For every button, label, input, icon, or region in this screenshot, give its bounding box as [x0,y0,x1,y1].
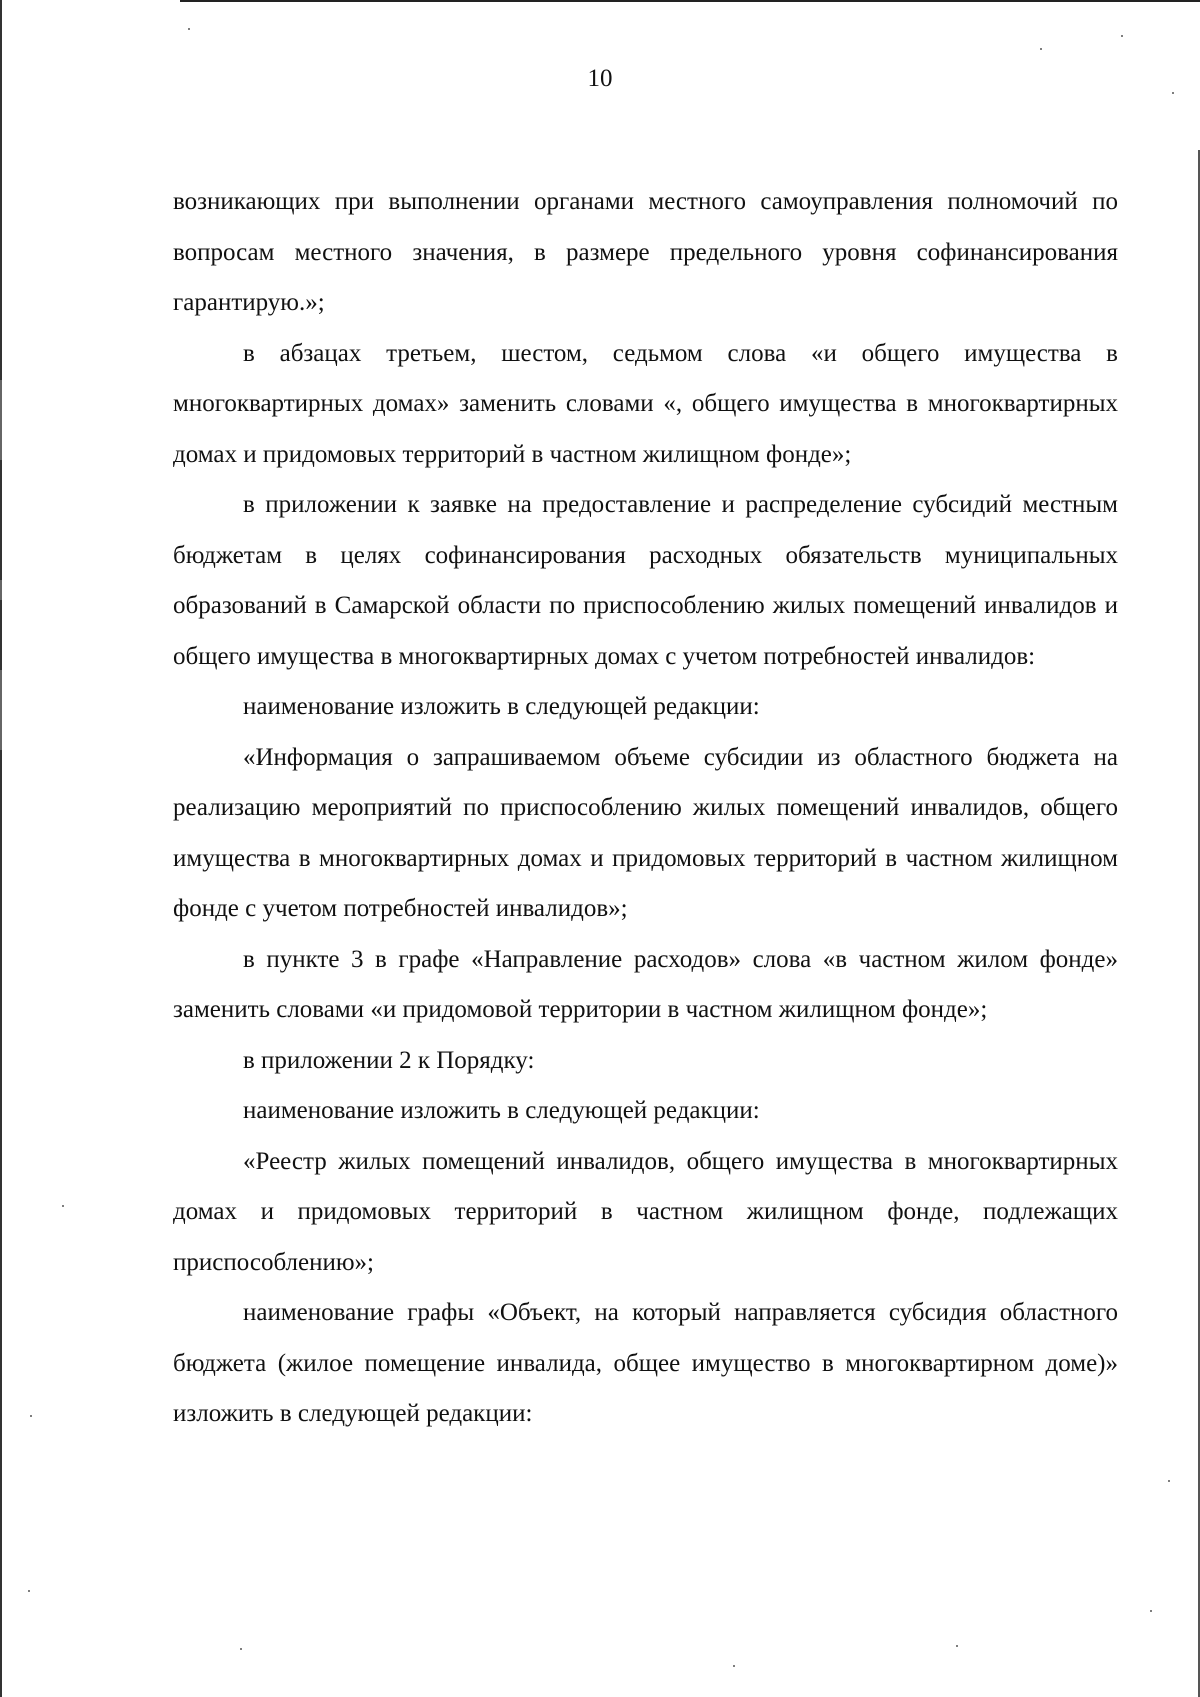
scan-speck [240,1648,242,1650]
document-body [173,177,1118,1440]
paragraph: наименование изложить в следующей редакции: [243,693,760,720]
scan-speck [956,1645,958,1647]
paragraph: в пункте 3 в графе «Направление расходов» слова «в частном жилом фонде» заменить словами «и придомовой территории в частном жилищном фонде»; [173,945,1118,1023]
scan-speck [1121,35,1123,37]
scan-speck [1150,1610,1152,1612]
paragraph: наименование изложить в следующей редакции: [243,1097,760,1124]
scan-edge-mark [0,670,2,750]
page-number: 10 [587,65,613,92]
scan-speck [733,1665,735,1667]
paragraph: «Информация о запрашиваемом объеме субсидии из областного бюджета на реализацию мероприятий по приспособлению жилых помещений инвалидов, общего имущества в многоквартирных домах и придомовых территорий в частном жилищном фонде с учетом потребностей инвалидов»; [173,743,1118,922]
scan-speck [1040,48,1042,50]
scan-edge-mark [0,580,2,600]
scan-left-border [0,0,2,1697]
paragraph: возникающих при выполнении органами местного самоуправления полномочий по вопросам местного значения, в размере предельного уровня софинансирования гарантирую.»; [173,188,1118,316]
scan-speck [28,1590,30,1592]
paragraph: в приложении к заявке на предоставление и распределение субсидий местным бюджетам в целях софинансирования расходных обязательств муниципальных образований в Самарской области по приспособлению жилых помещений инвалидов и общего имущества в многоквартирных домах с учетом потребностей инвалидов: [173,491,1118,670]
paragraph: наименование графы «Объект, на который направляется субсидия областного бюджета (жилое помещение инвалида, общее имущество в многоквартирном доме)» изложить в следующей редакции: [173,1299,1118,1427]
scan-speck [188,28,190,30]
scan-speck [62,1205,64,1207]
paragraph: «Реестр жилых помещений инвалидов, общего имущества в многоквартирных домах и придомовых территорий в частном жилищном фонде, подлежащих приспособлению»; [173,1147,1118,1276]
scan-top-border [180,0,1200,2]
scan-speck [1168,1480,1170,1482]
paragraph: в приложении 2 к Порядку: [243,1046,535,1074]
scan-speck [30,1415,32,1417]
scan-edge-mark [0,380,2,460]
paragraph: в абзацах третьем, шестом, седьмом слова «и общего имущества в многоквартирных домах» заменить словами «, общего имущества в многоквартирных домах и придомовых территорий в частном жилищном фонде»; [173,339,1118,468]
